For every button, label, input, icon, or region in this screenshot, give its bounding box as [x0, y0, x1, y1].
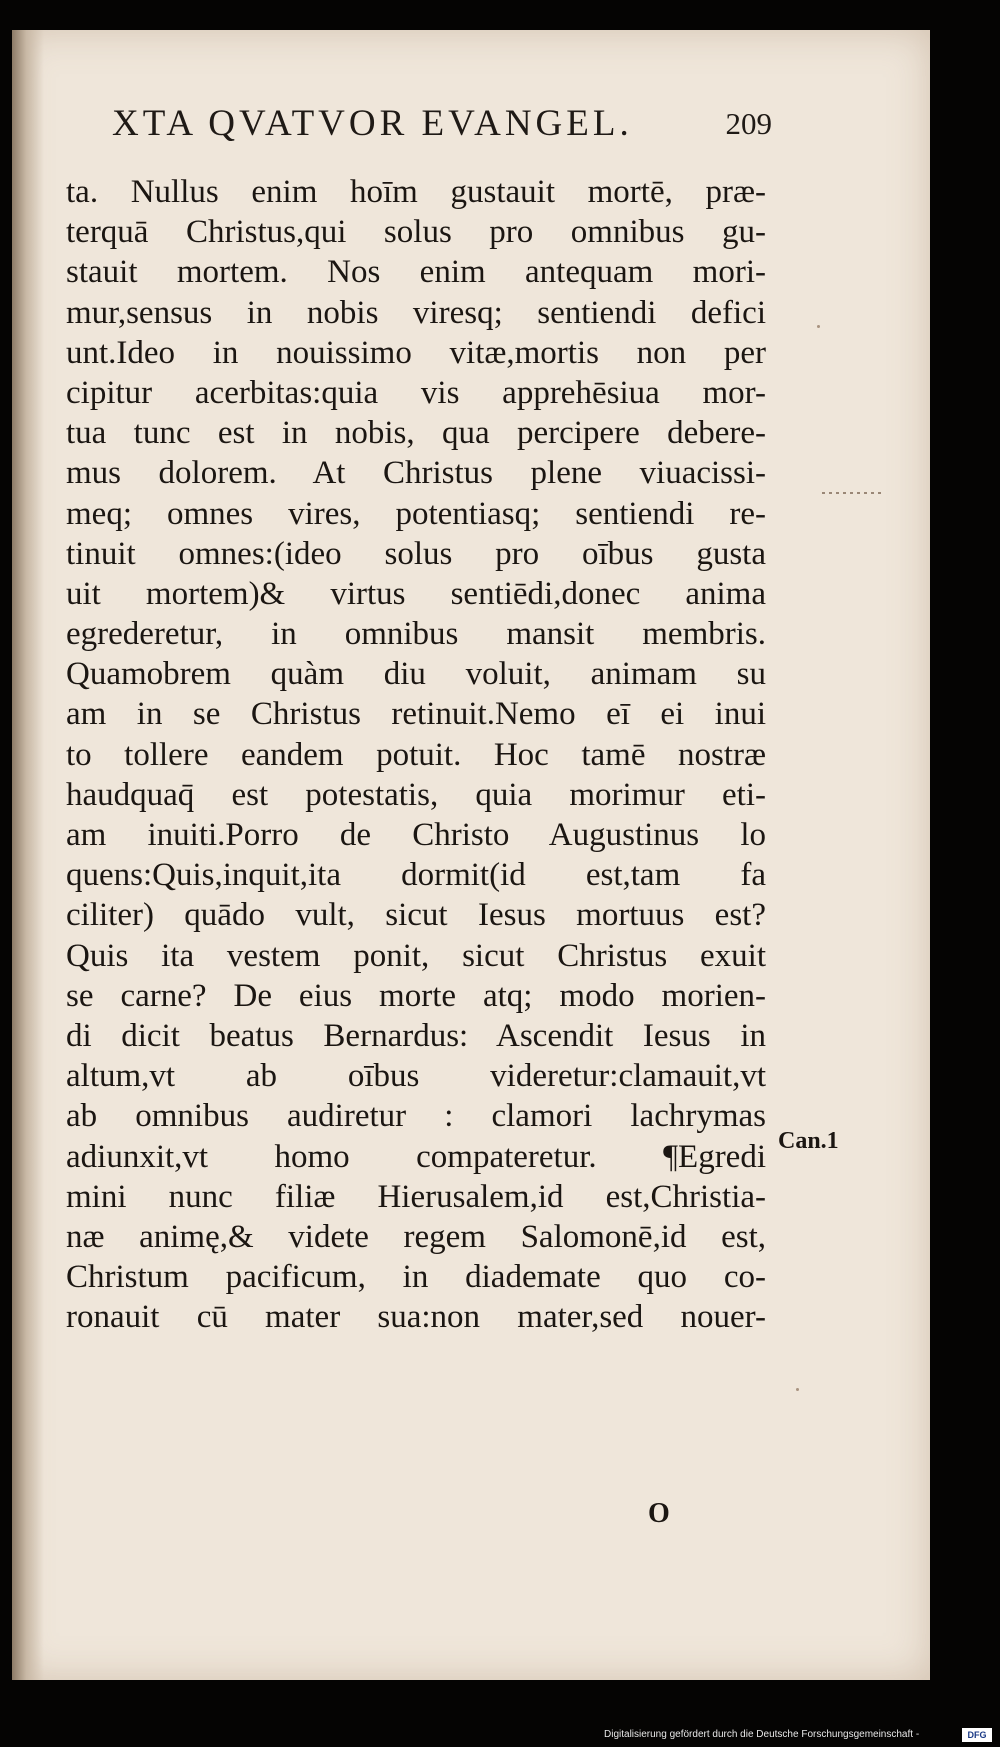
- dfg-logo: DFG: [962, 1728, 992, 1742]
- text-line: ciliter) quādo vult, sicut Iesus mortuus est?: [66, 897, 766, 934]
- text-line: stauit mortem. Nos enim antequam mori-: [66, 254, 766, 291]
- text-line: mus dolorem. At Christus plene viuacissi-: [66, 455, 766, 492]
- digitization-credit: Digitalisierung gefördert durch die Deutsche Forschungsgemeinschaft -: [604, 1729, 920, 1740]
- page-gutter: [12, 30, 44, 1680]
- text-line: to tollere eandem potuit. Hoc tamē nostræ: [66, 736, 766, 773]
- page-number: 209: [725, 106, 772, 141]
- text-line: ta. Nullus enim hoīm gustauit mortē, præ-: [66, 174, 766, 210]
- book-page: [12, 30, 930, 1680]
- signature-mark: O: [648, 1498, 670, 1529]
- text-line: terquā Christus,qui solus pro omnibus gu-: [66, 214, 766, 251]
- text-block: [66, 172, 766, 1337]
- running-title: XTA QVATVOR EVANGEL.: [112, 103, 633, 144]
- text-line: mur,sensus in nobis viresq; sentiendi defici: [66, 294, 766, 331]
- text-line: haudquaq̄ est potestatis, quia morimur eti-: [66, 776, 766, 813]
- text-line: tua tunc est in nobis, qua percipere debere-: [66, 415, 766, 452]
- text-line: adiunxit,vt homo compateretur. ¶Egredi: [66, 1138, 766, 1175]
- text-line: ab omnibus audiretur : clamori lachrymas: [66, 1098, 766, 1135]
- text-line: mini nunc filiæ Hierusalem,id est,Christia-: [66, 1178, 766, 1215]
- text-line: Christum pacificum, in diademate quo co-: [66, 1259, 766, 1296]
- text-line: am in se Christus retinuit.Nemo eī ei inui: [66, 696, 766, 733]
- text-line: am inuiti.Porro de Christo Augustinus lo: [66, 817, 766, 853]
- text-line: quens:Quis,inquit,ita dormit(id est,tam fa: [66, 857, 766, 894]
- text-line: ronauit cū mater sua:non mater,sed nouer-: [66, 1299, 766, 1336]
- text-line: altum,vt ab oībus videretur:clamauit,vt: [66, 1058, 766, 1095]
- text-line: cipitur acerbitas:quia vis apprehēsiua mor-: [66, 374, 766, 411]
- text-line: næ animę,& videte regem Salomonē,id est,: [66, 1218, 766, 1255]
- text-line: se carne? De eius morte atq; modo morien-: [66, 977, 766, 1014]
- text-line: di dicit beatus Bernardus: Ascendit Iesus in: [66, 1017, 766, 1054]
- marginal-note: Can.1: [778, 1128, 839, 1154]
- paper-speck: [796, 1388, 799, 1391]
- text-line: meq; omnes vires, potentiasq; sentiendi re-: [66, 495, 766, 532]
- text-line: egrederetur, in omnibus mansit membris.: [66, 616, 766, 653]
- paper-marks: [822, 492, 882, 494]
- text-line: Quamobrem quàm diu voluit, animam su: [66, 656, 766, 693]
- text-line: tinuit omnes:(ideo solus pro oībus gusta: [66, 535, 766, 572]
- paper-speck: [817, 325, 820, 328]
- running-header: [112, 102, 772, 152]
- text-line: Quis ita vestem ponit, sicut Christus exuit: [66, 937, 766, 974]
- text-line: unt.Ideo in nouissimo vitæ,mortis non per: [66, 334, 766, 371]
- text-line: uit mortem)& virtus sentiēdi,donec anima: [66, 575, 766, 612]
